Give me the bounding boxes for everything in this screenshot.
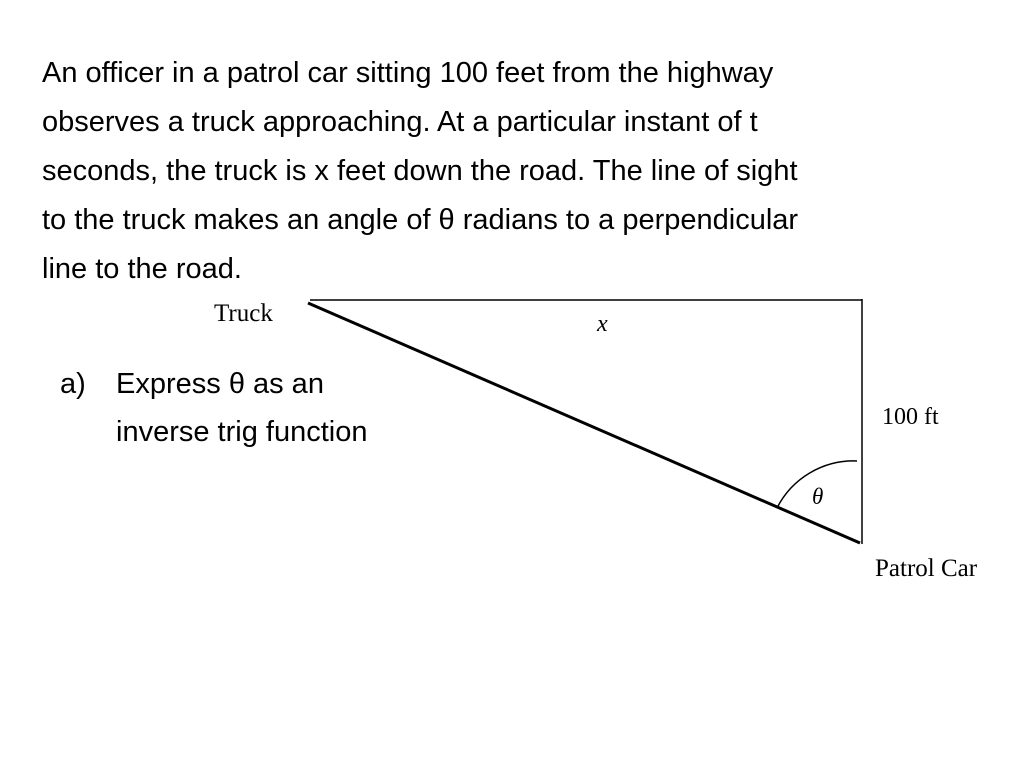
road-distance-label: x [597, 311, 608, 337]
truck-label: Truck [214, 300, 273, 327]
problem-line-1: An officer in a patrol car sitting 100 feet from the highway [42, 57, 774, 89]
problem-line-4: to the truck makes an angle of θ radians to a perpendicular [42, 204, 799, 236]
question-a [60, 360, 367, 456]
patrol-car-label: Patrol Car [875, 555, 978, 582]
question-a-marker: a) [60, 368, 86, 400]
question-a-row [60, 360, 367, 408]
problem-line-3: seconds, the truck is x feet down the road. The line of sight [42, 155, 798, 187]
angle-label: θ [812, 484, 824, 509]
question-a-line-2: inverse trig function [116, 416, 368, 448]
question-a-line-1: Express θ as an [116, 368, 324, 400]
distance-label: 100 ft [882, 404, 939, 430]
problem-line-5: line to the road. [42, 253, 242, 285]
problem-line-2: observes a truck approaching. At a particular instant of t [42, 106, 758, 138]
